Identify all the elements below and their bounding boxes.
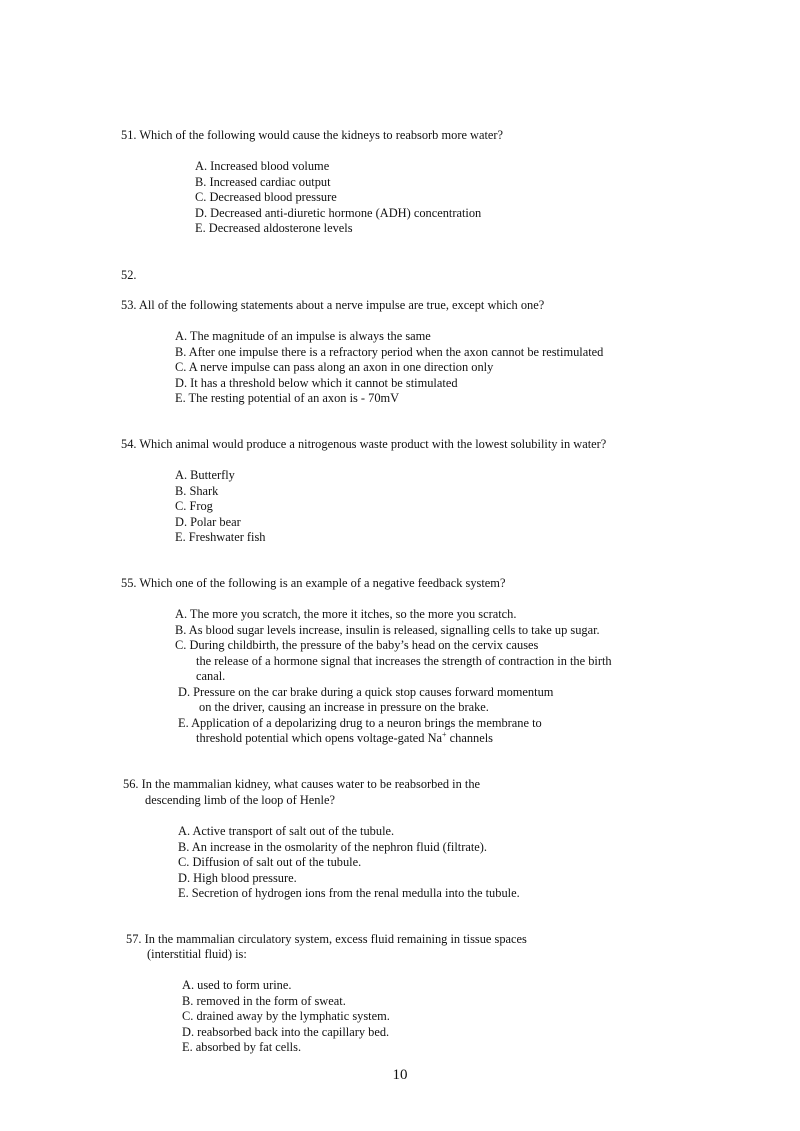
option: D. Polar bear [175, 514, 241, 529]
question-57-stem: 57. In the mammalian circulatory system, excess fluid remaining in tissue spaces [126, 932, 527, 946]
question-51-stem: 51. Which of the following would cause the kidneys to reabsorb more water? [121, 128, 504, 142]
option: B. As blood sugar levels increase, insulin is released, signalling cells to take up sugar. [175, 622, 600, 637]
option: B. Increased cardiac output [195, 174, 331, 189]
option: E. absorbed by fat cells. [182, 1040, 302, 1054]
option: D. reabsorbed back into the capillary bed. [182, 1024, 390, 1039]
question-56-stem: 56. In the mammalian kidney, what causes water to be reabsorbed in the [123, 777, 481, 791]
option: E. Application of a depolarizing drug to a neuron brings the membrane to [178, 715, 542, 730]
option-text: channels [446, 731, 493, 745]
option: A. used to form urine. [182, 978, 292, 992]
option: D. It has a threshold below which it cannot be stimulated [175, 375, 458, 390]
option: C. A nerve impulse can pass along an axon in one direction only [175, 360, 494, 374]
option-continuation: the release of a hormone signal that increases the strength of contraction in the birth [196, 653, 612, 668]
option: A. Butterfly [175, 468, 235, 482]
option: E. Secretion of hydrogen ions from the renal medulla into the tubule. [178, 886, 520, 900]
option: A. Active transport of salt out of the tubule. [178, 824, 395, 838]
option: C. During childbirth, the pressure of the baby’s head on the cervix causes [175, 638, 539, 652]
option: C. Decreased blood pressure [195, 190, 337, 204]
option: E. The resting potential of an axon is - 70mV [175, 391, 400, 405]
question-52-stem: 52. [121, 268, 137, 282]
question-55-stem: 55. Which one of the following is an example of a negative feedback system? [121, 576, 506, 590]
option-continuation [175, 731, 612, 747]
option: A. Increased blood volume [195, 159, 330, 173]
option-text: threshold potential which opens voltage-gated Na [196, 731, 443, 745]
question-53-stem: 53. All of the following statements about a nerve impulse are true, except which one? [121, 298, 545, 312]
question-51-options [195, 159, 481, 237]
option: B. An increase in the osmolarity of the nephron fluid (filtrate). [178, 839, 487, 854]
option: D. High blood pressure. [178, 870, 297, 885]
option: B. After one impulse there is a refractory period when the axon cannot be restimulated [175, 344, 604, 359]
question-54-options [175, 468, 266, 546]
question-54-stem: 54. Which animal would produce a nitrogenous waste product with the lowest solubility in water? [121, 437, 607, 451]
question-55-options [175, 607, 612, 747]
question-57-options [182, 978, 390, 1056]
question-56-stem-continued: descending limb of the loop of Henle? [145, 793, 335, 807]
option: E. Decreased aldosterone levels [195, 221, 353, 235]
option: E. Freshwater fish [175, 530, 266, 544]
option: C. drained away by the lymphatic system. [182, 1009, 390, 1023]
superscript: + [442, 729, 447, 739]
option: B. removed in the form of sweat. [182, 993, 346, 1008]
option: B. Shark [175, 483, 219, 498]
question-56-options [178, 824, 520, 902]
option: C. Frog [175, 499, 213, 513]
question-57-stem-continued: (interstitial fluid) is: [147, 947, 247, 961]
question-53-options [175, 329, 603, 407]
option: A. The magnitude of an impulse is always the same [175, 329, 431, 343]
option: D. Pressure on the car brake during a quick stop causes forward momentum [178, 684, 554, 699]
page-number: 10 [392, 1067, 408, 1083]
option-continuation: on the driver, causing an increase in pressure on the brake. [199, 700, 489, 714]
option: D. Decreased anti-diuretic hormone (ADH) concentration [195, 205, 482, 220]
option-continuation: canal. [196, 669, 226, 683]
option: C. Diffusion of salt out of the tubule. [178, 855, 362, 869]
option: A. The more you scratch, the more it itches, so the more you scratch. [175, 607, 517, 621]
